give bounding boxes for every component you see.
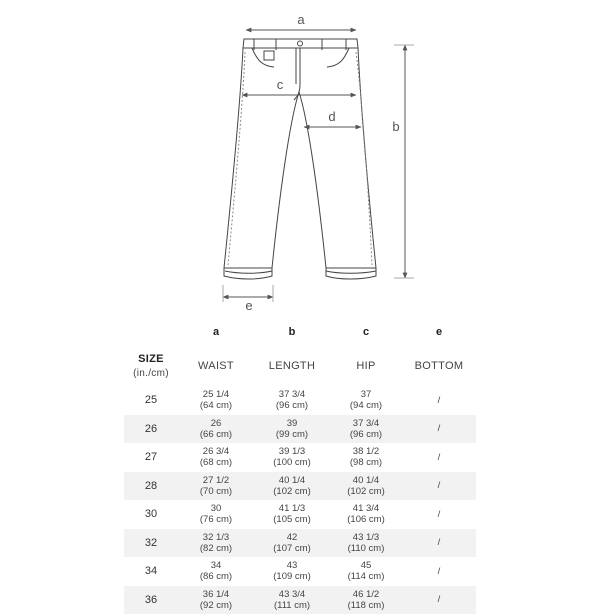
- waist-in: 30: [178, 503, 254, 514]
- header-length: LENGTH: [254, 346, 330, 386]
- hip-cm: (96 cm): [330, 429, 402, 440]
- waist-in: 26: [178, 418, 254, 429]
- waist-cm: (64 cm): [178, 400, 254, 411]
- hip-value: [330, 443, 402, 472]
- length-cm: (105 cm): [254, 514, 330, 525]
- bottom-value: /: [402, 415, 476, 444]
- bottom-value: /: [402, 386, 476, 415]
- waist-cm: (66 cm): [178, 429, 254, 440]
- length-value: [254, 529, 330, 558]
- hip-value: [330, 472, 402, 501]
- hip-cm: (110 cm): [330, 543, 402, 554]
- hip-in: 40 1/4: [330, 475, 402, 486]
- table-row: [124, 472, 476, 501]
- waist-cm: (70 cm): [178, 486, 254, 497]
- letter-length: b: [254, 318, 330, 346]
- table-row: [124, 500, 476, 529]
- bottom-value: /: [402, 529, 476, 558]
- pants-measurement-diagram: [124, 0, 476, 316]
- size-chart-table: [124, 318, 476, 614]
- hip-value: [330, 529, 402, 558]
- bottom-value: /: [402, 500, 476, 529]
- waist-in: 32 1/3: [178, 532, 254, 543]
- bottom-value: /: [402, 586, 476, 614]
- size-header: [124, 346, 178, 386]
- hip-in: 37 3/4: [330, 418, 402, 429]
- bottom-value: /: [402, 443, 476, 472]
- dimension-lines: [223, 30, 414, 302]
- column-header-row: [124, 346, 476, 386]
- waist-value: [178, 472, 254, 501]
- letter-waist: a: [178, 318, 254, 346]
- size-value: 30: [124, 500, 178, 529]
- hip-in: 45: [330, 560, 402, 571]
- length-in: 42: [254, 532, 330, 543]
- length-in: 37 3/4: [254, 389, 330, 400]
- length-in: 40 1/4: [254, 475, 330, 486]
- pants-illustration: [124, 0, 476, 316]
- waist-cm: (92 cm): [178, 600, 254, 611]
- hip-cm: (98 cm): [330, 457, 402, 468]
- length-cm: (107 cm): [254, 543, 330, 554]
- hip-cm: (106 cm): [330, 514, 402, 525]
- header-waist: WAIST: [178, 346, 254, 386]
- length-value: [254, 443, 330, 472]
- size-value: 34: [124, 557, 178, 586]
- hip-cm: (118 cm): [330, 600, 402, 611]
- waist-in: 36 1/4: [178, 589, 254, 600]
- size-unit: (in./cm): [133, 368, 169, 379]
- hip-cm: (114 cm): [330, 571, 402, 582]
- length-in: 43: [254, 560, 330, 571]
- waist-cm: (68 cm): [178, 457, 254, 468]
- label-c: c: [277, 77, 284, 92]
- hip-cm: (94 cm): [330, 400, 402, 411]
- table-row: [124, 415, 476, 444]
- label-b: b: [392, 119, 399, 134]
- size-value: 27: [124, 443, 178, 472]
- bottom-value: /: [402, 472, 476, 501]
- hip-in: 38 1/2: [330, 446, 402, 457]
- label-a: a: [297, 12, 305, 27]
- header-hip: HIP: [330, 346, 402, 386]
- length-cm: (102 cm): [254, 486, 330, 497]
- length-value: [254, 415, 330, 444]
- waist-cm: (76 cm): [178, 514, 254, 525]
- label-e: e: [245, 298, 252, 313]
- size-value: 28: [124, 472, 178, 501]
- size-value: 36: [124, 586, 178, 614]
- waist-value: [178, 415, 254, 444]
- table-row: [124, 529, 476, 558]
- size-value: 25: [124, 386, 178, 415]
- letter-hip: c: [330, 318, 402, 346]
- hip-in: 46 1/2: [330, 589, 402, 600]
- length-value: [254, 386, 330, 415]
- length-cm: (109 cm): [254, 571, 330, 582]
- waist-in: 25 1/4: [178, 389, 254, 400]
- table-row: [124, 557, 476, 586]
- hip-in: 37: [330, 389, 402, 400]
- hip-in: 43 1/3: [330, 532, 402, 543]
- waist-value: [178, 557, 254, 586]
- header-bottom: BOTTOM: [402, 346, 476, 386]
- length-cm: (96 cm): [254, 400, 330, 411]
- length-in: 41 1/3: [254, 503, 330, 514]
- size-label: SIZE: [138, 353, 164, 365]
- waist-cm: (86 cm): [178, 571, 254, 582]
- waist-in: 34: [178, 560, 254, 571]
- letter-bottom: e: [402, 318, 476, 346]
- hip-in: 41 3/4: [330, 503, 402, 514]
- size-value: 26: [124, 415, 178, 444]
- table-row: [124, 443, 476, 472]
- hip-value: [330, 415, 402, 444]
- hip-cm: (102 cm): [330, 486, 402, 497]
- table-row: [124, 386, 476, 415]
- waist-value: [178, 443, 254, 472]
- length-value: [254, 500, 330, 529]
- pants-outline: [224, 39, 376, 279]
- length-cm: (100 cm): [254, 457, 330, 468]
- bottom-value: /: [402, 557, 476, 586]
- waist-in: 27 1/2: [178, 475, 254, 486]
- length-cm: (111 cm): [254, 600, 330, 611]
- dimension-letter-row: [124, 318, 476, 346]
- letter-empty: [124, 318, 178, 346]
- hip-value: [330, 386, 402, 415]
- waist-value: [178, 386, 254, 415]
- length-in: 43 3/4: [254, 589, 330, 600]
- length-in: 39 1/3: [254, 446, 330, 457]
- length-cm: (99 cm): [254, 429, 330, 440]
- waist-in: 26 3/4: [178, 446, 254, 457]
- size-value: 32: [124, 529, 178, 558]
- label-d: d: [328, 109, 335, 124]
- waist-cm: (82 cm): [178, 543, 254, 554]
- length-value: [254, 472, 330, 501]
- hip-value: [330, 557, 402, 586]
- hip-value: [330, 500, 402, 529]
- length-value: [254, 557, 330, 586]
- length-in: 39: [254, 418, 330, 429]
- waist-value: [178, 500, 254, 529]
- waist-value: [178, 529, 254, 558]
